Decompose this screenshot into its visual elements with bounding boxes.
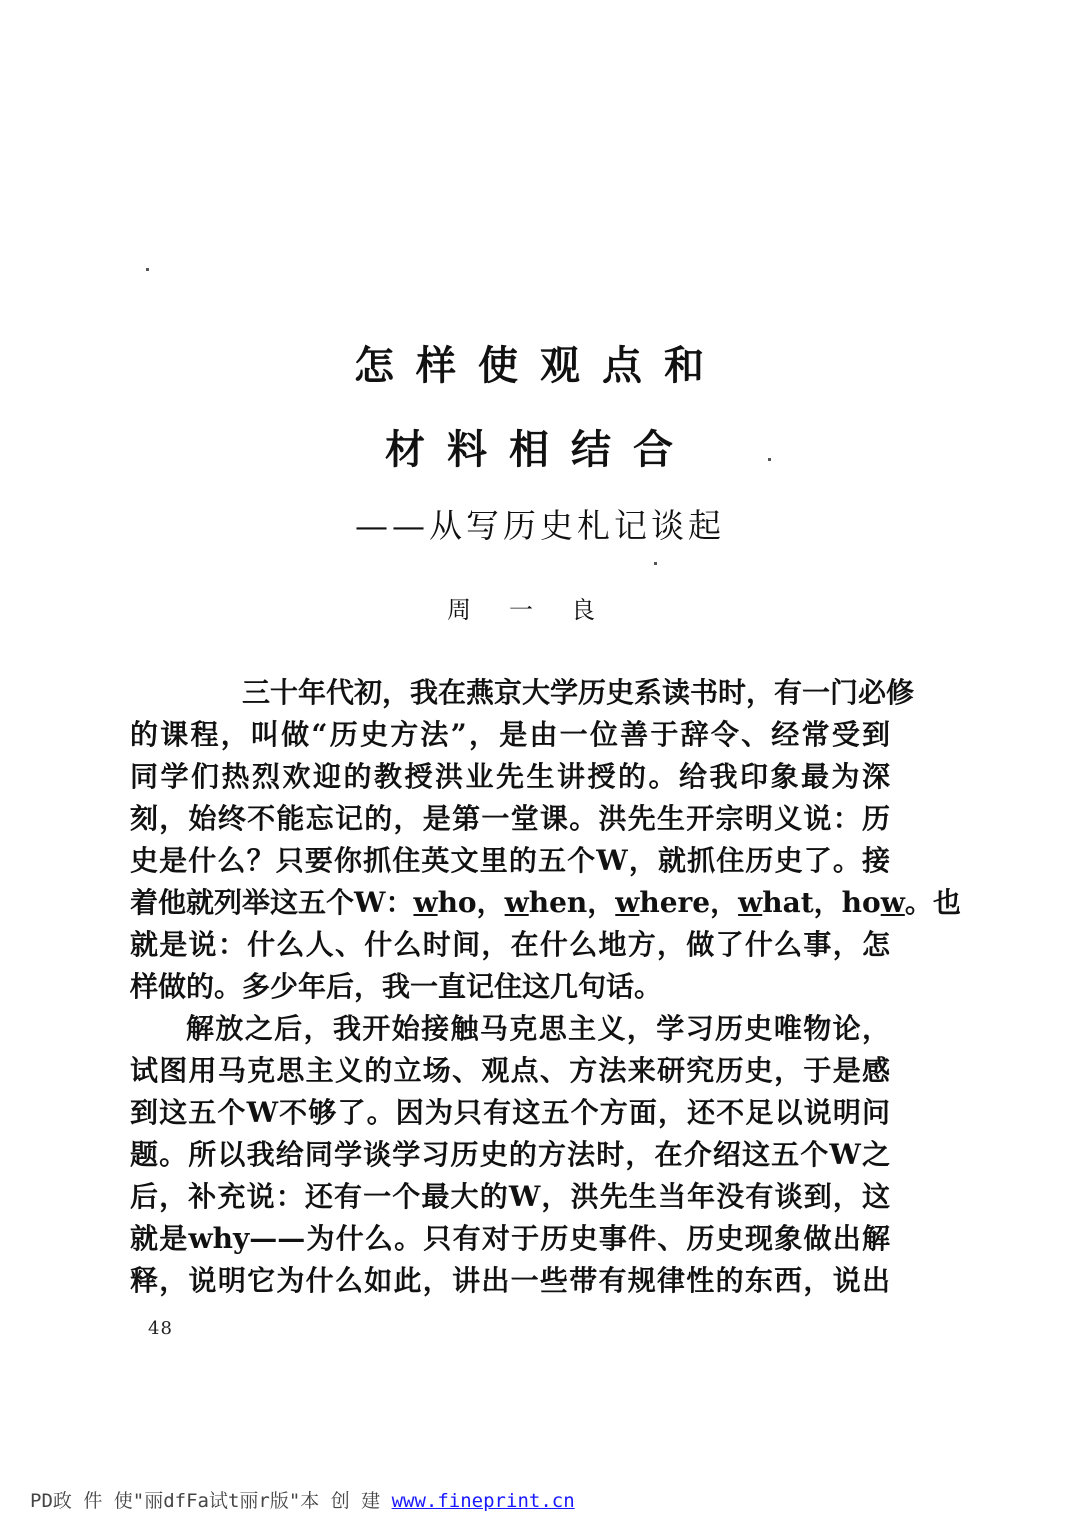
underlined-w: w xyxy=(880,886,905,919)
body-line: 试图用马克思主义的立场、观点、方法来研究历史，于是感 xyxy=(130,1054,890,1087)
title-line-2: 材料相结合 xyxy=(385,427,695,473)
scan-speck xyxy=(768,458,771,461)
body-text: 着他就列举这五个W： xyxy=(130,886,414,919)
body-line: 到这五个W不够了。因为只有这五个方面，还不足以说明问 xyxy=(130,1096,890,1129)
underlined-w: w xyxy=(738,886,763,919)
scan-speck xyxy=(654,562,657,565)
body-text: hen， xyxy=(528,886,616,919)
body-line: 史是什么？只要你抓住英文里的五个W，就抓住历史了。接 xyxy=(130,844,890,877)
body-line: 三十年代初，我在燕京大学历史系读书时，有一门必修 xyxy=(242,676,915,709)
body-text: 。也 xyxy=(904,886,961,919)
underlined-w: w xyxy=(504,886,529,919)
watermark-text: PD政 件 使"丽dfFa试t丽r版"本 创 建 xyxy=(30,1490,381,1512)
body-line: 的课程，叫做“历史方法”，是由一位善于辞令、经常受到 xyxy=(130,718,890,751)
body-text: here， xyxy=(639,886,739,919)
body-line: 题。所以我给同学谈学习历史的方法时，在介绍这五个W之 xyxy=(130,1138,890,1171)
body-line: 就是说：什么人、什么时间，在什么地方，做了什么事，怎 xyxy=(130,928,890,961)
body-line-w-list xyxy=(130,882,961,924)
body-line: 刻，始终不能忘记的，是第一堂课。洪先生开宗明义说：历 xyxy=(130,802,890,835)
body-text: ho， xyxy=(437,886,505,919)
body-text: ho xyxy=(841,886,881,919)
watermark xyxy=(30,1486,575,1513)
body-line: 解放之后，我开始接触马克思主义，学习历史唯物论， xyxy=(186,1012,890,1045)
body-line: 释，说明它为什么如此，讲出一些带有规律性的东西，说出 xyxy=(130,1264,890,1297)
body-text: hat， xyxy=(762,886,842,919)
underlined-w: w xyxy=(413,886,438,919)
title-line-1: 怎样使观点和 xyxy=(354,343,726,389)
body-line: 后，补充说：还有一个最大的W，洪先生当年没有谈到，这 xyxy=(130,1180,890,1213)
body-line: 同学们热烈欢迎的教授洪业先生讲授的。给我印象最为深 xyxy=(130,760,890,793)
scan-speck xyxy=(146,268,149,271)
author: 周一良 xyxy=(447,596,633,624)
watermark-link[interactable]: www.fineprint.cn xyxy=(391,1490,575,1512)
body-line: 样做的。多少年后，我一直记住这几句话。 xyxy=(130,970,663,1003)
body-line: 就是why——为什么。只有对于历史事件、历史现象做出解 xyxy=(130,1222,890,1255)
subtitle: ——从写历史札记谈起 xyxy=(355,506,725,545)
page-number: 48 xyxy=(148,1318,173,1339)
underlined-w: w xyxy=(615,886,640,919)
